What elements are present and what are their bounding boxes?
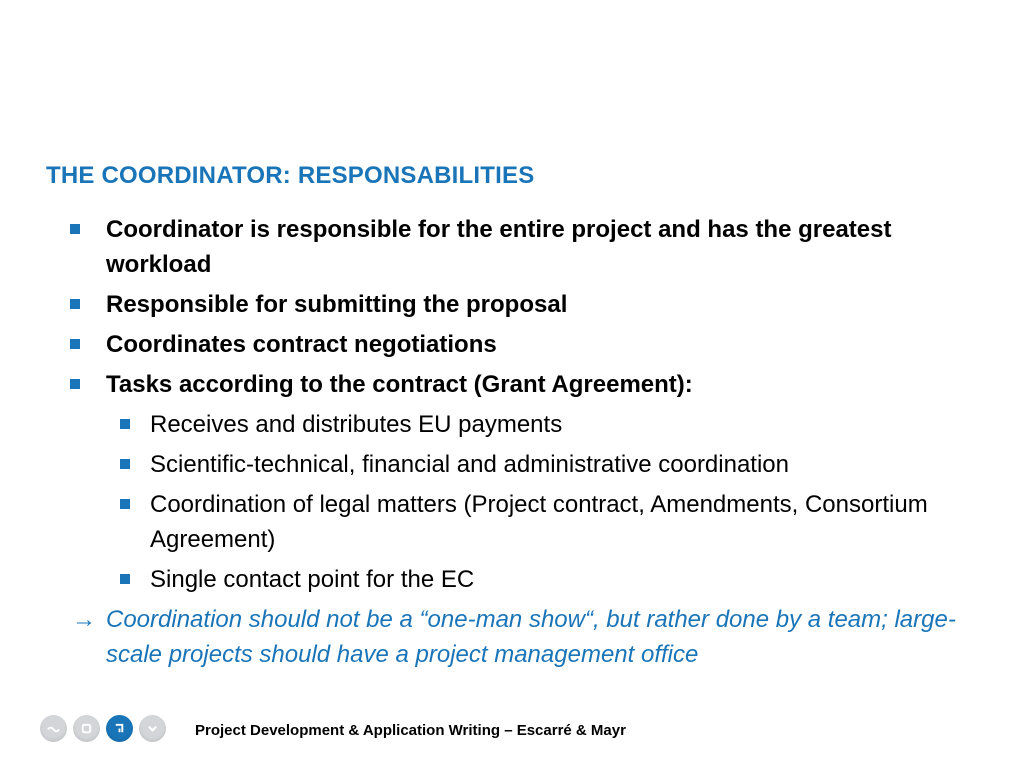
square-icon[interactable] (73, 715, 100, 742)
wave-icon[interactable] (40, 715, 67, 742)
bullet-item (0, 367, 1024, 402)
sub-bullet-text: Scientific-technical, financial and administrative coordination (150, 451, 789, 478)
sub-bullet-text: Coordination of legal matters (Project contract, Amendments, Consortium Agreement) (150, 491, 928, 553)
chevron-down-icon[interactable] (139, 715, 166, 742)
bullet-text: Responsible for submitting the proposal (106, 291, 568, 318)
bullet-text: Coordinator is responsible for the entire project and has the greatest workload (106, 216, 892, 278)
bullet-square-icon (70, 224, 80, 234)
bullet-list (0, 212, 1024, 672)
slide-nav-icons (40, 715, 166, 742)
sub-bullet-item (0, 487, 1024, 557)
bullet-square-icon (120, 419, 130, 429)
conclusion-text: Coordination should not be a “one-man show“, but rather done by a team; large-scale projects should have a project management office (106, 606, 956, 668)
sub-bullet-item (0, 407, 1024, 442)
corner-arrow-icon[interactable] (106, 715, 133, 742)
slide-title: THE COORDINATOR: RESPONSABILITIES (46, 162, 535, 189)
bullet-square-icon (70, 299, 80, 309)
arrow-right-icon: → (72, 606, 96, 633)
bullet-square-icon (120, 499, 130, 509)
bullet-item (0, 287, 1024, 322)
sub-bullet-text: Single contact point for the EC (150, 566, 475, 593)
bullet-item (0, 212, 1024, 282)
sub-bullet-text: Receives and distributes EU payments (150, 411, 563, 438)
footer-text: Project Development & Application Writing – Escarré & Mayr (195, 722, 626, 739)
bullet-square-icon (120, 574, 130, 584)
sub-bullet-item (0, 562, 1024, 597)
bullet-text: Tasks according to the contract (Grant Agreement): (106, 371, 693, 398)
bullet-item (0, 327, 1024, 362)
bullet-square-icon (120, 459, 130, 469)
bullet-square-icon (70, 339, 80, 349)
sub-bullet-item (0, 447, 1024, 482)
conclusion-note (0, 602, 1024, 672)
bullet-text: Coordinates contract negotiations (106, 331, 497, 358)
bullet-square-icon (70, 379, 80, 389)
